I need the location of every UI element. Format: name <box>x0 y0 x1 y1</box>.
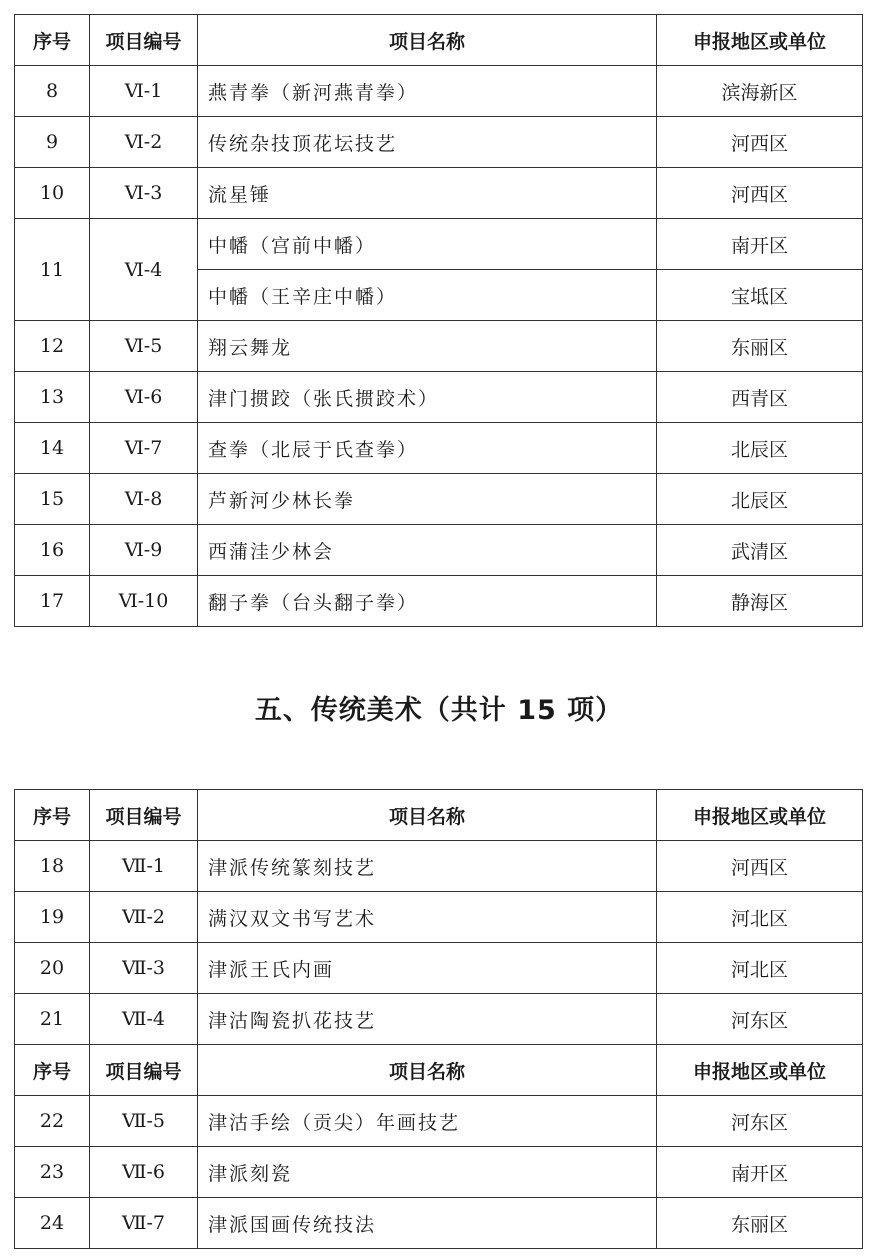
cell-unit: 宝坻区 <box>657 270 863 321</box>
cell-name: 中幡（宫前中幡） <box>198 219 657 270</box>
cell-seq: 12 <box>15 321 90 372</box>
table-row <box>15 1198 863 1249</box>
cell-name: 芦新河少林长拳 <box>198 474 657 525</box>
table-row <box>15 841 863 892</box>
cell-code: Ⅶ-2 <box>90 892 198 943</box>
cell-seq: 8 <box>15 66 90 117</box>
cell-seq: 11 <box>15 219 90 321</box>
cell-name: 翻子拳（台头翻子拳） <box>198 576 657 627</box>
cell-code: Ⅵ-7 <box>90 423 198 474</box>
cell-code: Ⅶ-1 <box>90 841 198 892</box>
cell-seq: 15 <box>15 474 90 525</box>
cell-code: Ⅵ-3 <box>90 168 198 219</box>
header-seq: 序号 <box>15 790 90 841</box>
cell-unit: 东丽区 <box>657 1198 863 1249</box>
table-row <box>15 117 863 168</box>
cell-name: 津派王氏内画 <box>198 943 657 994</box>
table-row <box>15 892 863 943</box>
cell-name: 传统杂技顶花坛技艺 <box>198 117 657 168</box>
cell-name: 津沽手绘（贡尖）年画技艺 <box>198 1096 657 1147</box>
cell-unit: 河东区 <box>657 994 863 1045</box>
cell-code: Ⅶ-5 <box>90 1096 198 1147</box>
table-row <box>15 943 863 994</box>
cell-seq: 23 <box>15 1147 90 1198</box>
cell-code: Ⅵ-5 <box>90 321 198 372</box>
cell-unit: 河东区 <box>657 1096 863 1147</box>
cell-code: Ⅵ-8 <box>90 474 198 525</box>
header-seq: 序号 <box>15 15 90 66</box>
cell-code: Ⅶ-7 <box>90 1198 198 1249</box>
header-name: 项目名称 <box>198 790 657 841</box>
table-row <box>15 321 863 372</box>
cell-seq: 24 <box>15 1198 90 1249</box>
cell-seq: 9 <box>15 117 90 168</box>
cell-unit: 武清区 <box>657 525 863 576</box>
cell-name: 津门掼跤（张氏掼跤术） <box>198 372 657 423</box>
table-row <box>15 1147 863 1198</box>
header-code: 项目编号 <box>90 1045 198 1096</box>
cell-seq: 16 <box>15 525 90 576</box>
cell-unit: 河西区 <box>657 841 863 892</box>
cell-seq: 10 <box>15 168 90 219</box>
table-row <box>15 474 863 525</box>
cell-unit: 河西区 <box>657 117 863 168</box>
header-name: 项目名称 <box>198 1045 657 1096</box>
table-row <box>15 372 863 423</box>
cell-code: Ⅵ-4 <box>90 219 198 321</box>
table-row <box>15 1096 863 1147</box>
cell-name: 津派传统篆刻技艺 <box>198 841 657 892</box>
table-row <box>15 66 863 117</box>
section-title: 五、传统美术（共计 15 项） <box>254 695 624 726</box>
table-row <box>15 525 863 576</box>
cell-code: Ⅵ-10 <box>90 576 198 627</box>
project-table-traditional-arts <box>14 789 863 1249</box>
cell-code: Ⅵ-1 <box>90 66 198 117</box>
table-header-row <box>15 15 863 66</box>
cell-code: Ⅵ-9 <box>90 525 198 576</box>
header-code: 项目编号 <box>90 15 198 66</box>
cell-unit: 南开区 <box>657 219 863 270</box>
cell-unit: 河北区 <box>657 892 863 943</box>
cell-name: 查拳（北辰于氏查拳） <box>198 423 657 474</box>
table-header-row <box>15 790 863 841</box>
table-header-row <box>15 1045 863 1096</box>
cell-unit: 滨海新区 <box>657 66 863 117</box>
cell-name: 津派刻瓷 <box>198 1147 657 1198</box>
cell-unit: 河西区 <box>657 168 863 219</box>
cell-name: 燕青拳（新河燕青拳） <box>198 66 657 117</box>
table-row <box>15 423 863 474</box>
table-row <box>15 168 863 219</box>
cell-unit: 静海区 <box>657 576 863 627</box>
table-row <box>15 219 863 270</box>
cell-unit: 河北区 <box>657 943 863 994</box>
cell-name: 满汉双文书写艺术 <box>198 892 657 943</box>
cell-seq: 18 <box>15 841 90 892</box>
cell-seq: 22 <box>15 1096 90 1147</box>
cell-name: 津派国画传统技法 <box>198 1198 657 1249</box>
header-unit: 申报地区或单位 <box>657 790 863 841</box>
cell-unit: 北辰区 <box>657 474 863 525</box>
cell-name: 中幡（王辛庄中幡） <box>198 270 657 321</box>
project-table-traditional-sports <box>14 14 863 627</box>
header-seq: 序号 <box>15 1045 90 1096</box>
cell-code: Ⅶ-3 <box>90 943 198 994</box>
cell-unit: 南开区 <box>657 1147 863 1198</box>
cell-seq: 21 <box>15 994 90 1045</box>
cell-unit: 西青区 <box>657 372 863 423</box>
cell-name: 西蒲洼少林会 <box>198 525 657 576</box>
cell-code: Ⅵ-2 <box>90 117 198 168</box>
table-row <box>15 576 863 627</box>
cell-seq: 14 <box>15 423 90 474</box>
header-code: 项目编号 <box>90 790 198 841</box>
table-row <box>15 994 863 1045</box>
cell-seq: 13 <box>15 372 90 423</box>
cell-name: 津沽陶瓷扒花技艺 <box>198 994 657 1045</box>
cell-seq: 17 <box>15 576 90 627</box>
cell-name: 翔云舞龙 <box>198 321 657 372</box>
header-unit: 申报地区或单位 <box>657 15 863 66</box>
cell-code: Ⅵ-6 <box>90 372 198 423</box>
cell-seq: 20 <box>15 943 90 994</box>
header-name: 项目名称 <box>198 15 657 66</box>
cell-seq: 19 <box>15 892 90 943</box>
cell-unit: 北辰区 <box>657 423 863 474</box>
cell-code: Ⅶ-6 <box>90 1147 198 1198</box>
header-unit: 申报地区或单位 <box>657 1045 863 1096</box>
cell-unit: 东丽区 <box>657 321 863 372</box>
cell-name: 流星锤 <box>198 168 657 219</box>
cell-code: Ⅶ-4 <box>90 994 198 1045</box>
